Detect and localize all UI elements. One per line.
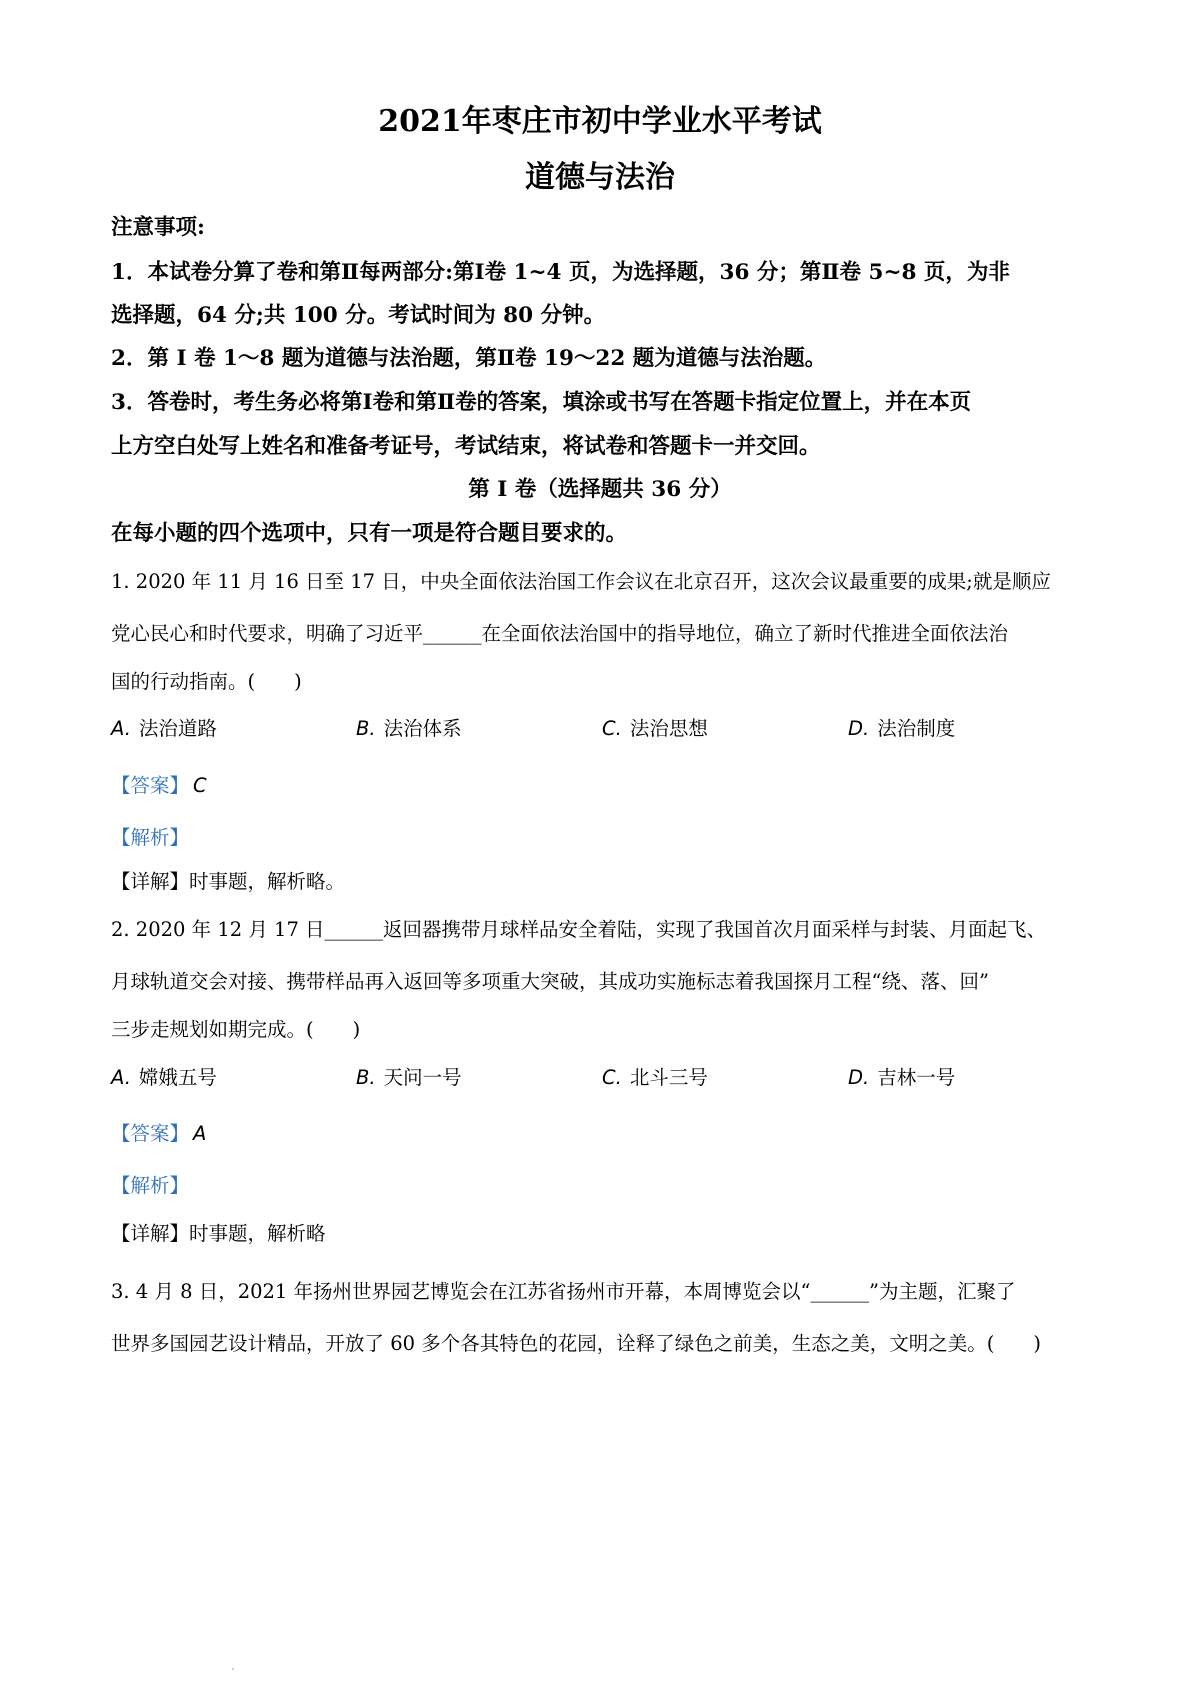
option-letter: A. [111, 1066, 131, 1089]
question-3-line: 3. 4 月 8 日，2021 年扬州世界园艺博览会在江苏省扬州市开幕，本周博览会以“______”为主题，汇聚了 [111, 1280, 1016, 1303]
question-1-line: 1. 2020 年 11 月 16 日至 17 日，中央全面依法治国工作会议在北京召开，这次会议最重要的成果;就是顺应 [111, 570, 1051, 593]
question-1-option-b [356, 713, 462, 741]
question-1-line: 党心民心和时代要求，明确了习近平______在全面依法治国中的指导地位，确立了新时代推进全面依法治 [111, 622, 1009, 645]
question-1-detail: 【详解】时事题，解析略。 [111, 870, 346, 893]
section-instruction: 在每小题的四个选项中，只有一项是符合题目要求的。 [111, 521, 628, 546]
question-1-option-a [111, 713, 217, 741]
option-letter: D. [848, 1066, 870, 1089]
notes-line: 2．第 I 卷 1～8 题为道德与法治题，第Ⅱ卷 19～22 题为道德与法治题。 [111, 346, 827, 371]
option-text: 北斗三号 [629, 1066, 708, 1089]
answer-label: 【答案】 [111, 774, 190, 797]
exam-title: 2021年枣庄市初中学业水平考试 [378, 104, 822, 139]
answer-value: A [193, 1122, 207, 1145]
question-1-line: 国的行动指南。( ) [111, 670, 302, 693]
question-1-option-d [848, 713, 955, 741]
notes-line: 1．本试卷分算了卷和第Ⅱ每两部分:第Ⅰ卷 1~4 页，为选择题，36 分；第Ⅱ卷 5~8 页，为非 [111, 260, 1010, 285]
question-2-option-c [602, 1062, 708, 1090]
question-1-analysis-label: 【解析】 [111, 826, 190, 849]
option-text: 法治制度 [877, 717, 956, 740]
option-letter: A. [111, 717, 131, 740]
question-2-analysis-label: 【解析】 [111, 1174, 190, 1197]
question-3-line: 世界多国园艺设计精品，开放了 60 多个各其特色的花园，诠释了绿色之前美，生态之美，文明之美。( ) [111, 1332, 1041, 1355]
option-text: 法治体系 [383, 717, 462, 740]
option-letter: B. [356, 1066, 376, 1089]
answer-value: C [193, 774, 207, 797]
question-2-option-b [356, 1062, 462, 1090]
question-2-line: 2. 2020 年 12 月 17 日______返回器携带月球样品安全着陆，实现了我国首次月面采样与封装、月面起飞、 [111, 918, 1047, 941]
option-text: 法治思想 [629, 717, 708, 740]
answer-label: 【答案】 [111, 1122, 190, 1145]
option-text: 吉林一号 [877, 1066, 956, 1089]
notes-heading: 注意事项: [111, 215, 205, 240]
question-2-detail: 【详解】时事题，解析略 [111, 1222, 326, 1245]
notes-line: 选择题，64 分;共 100 分。考试时间为 80 分钟。 [111, 303, 606, 328]
question-2-option-a [111, 1062, 217, 1090]
option-letter: C. [602, 717, 622, 740]
section-title: 第 I 卷（选择题共 36 分） [468, 477, 732, 502]
question-2-line: 三步走规划如期完成。( ) [111, 1018, 361, 1041]
notes-line: 3．答卷时，考生务必将第Ⅰ卷和第Ⅱ卷的答案，填涂或书写在答题卡指定位置上，并在本页 [111, 390, 972, 415]
question-2-answer [111, 1118, 1100, 1146]
option-letter: B. [356, 717, 376, 740]
subject-title: 道德与法治 [525, 160, 675, 195]
option-text: 法治道路 [138, 717, 217, 740]
scan-speck [232, 1668, 234, 1670]
option-letter: C. [602, 1066, 622, 1089]
notes-line: 上方空白处写上姓名和准备考证号，考试结束，将试卷和答题卡一并交回。 [111, 434, 821, 459]
option-text: 天问一号 [383, 1066, 462, 1089]
question-1-answer [111, 770, 1100, 798]
option-text: 嫦娥五号 [138, 1066, 217, 1089]
question-1-option-c [602, 713, 708, 741]
question-2-option-d [848, 1062, 955, 1090]
option-letter: D. [848, 717, 870, 740]
question-2-line: 月球轨道交会对接、携带样品再入返回等多项重大突破，其成功实施标志着我国探月工程“绕、落、回” [111, 970, 989, 993]
